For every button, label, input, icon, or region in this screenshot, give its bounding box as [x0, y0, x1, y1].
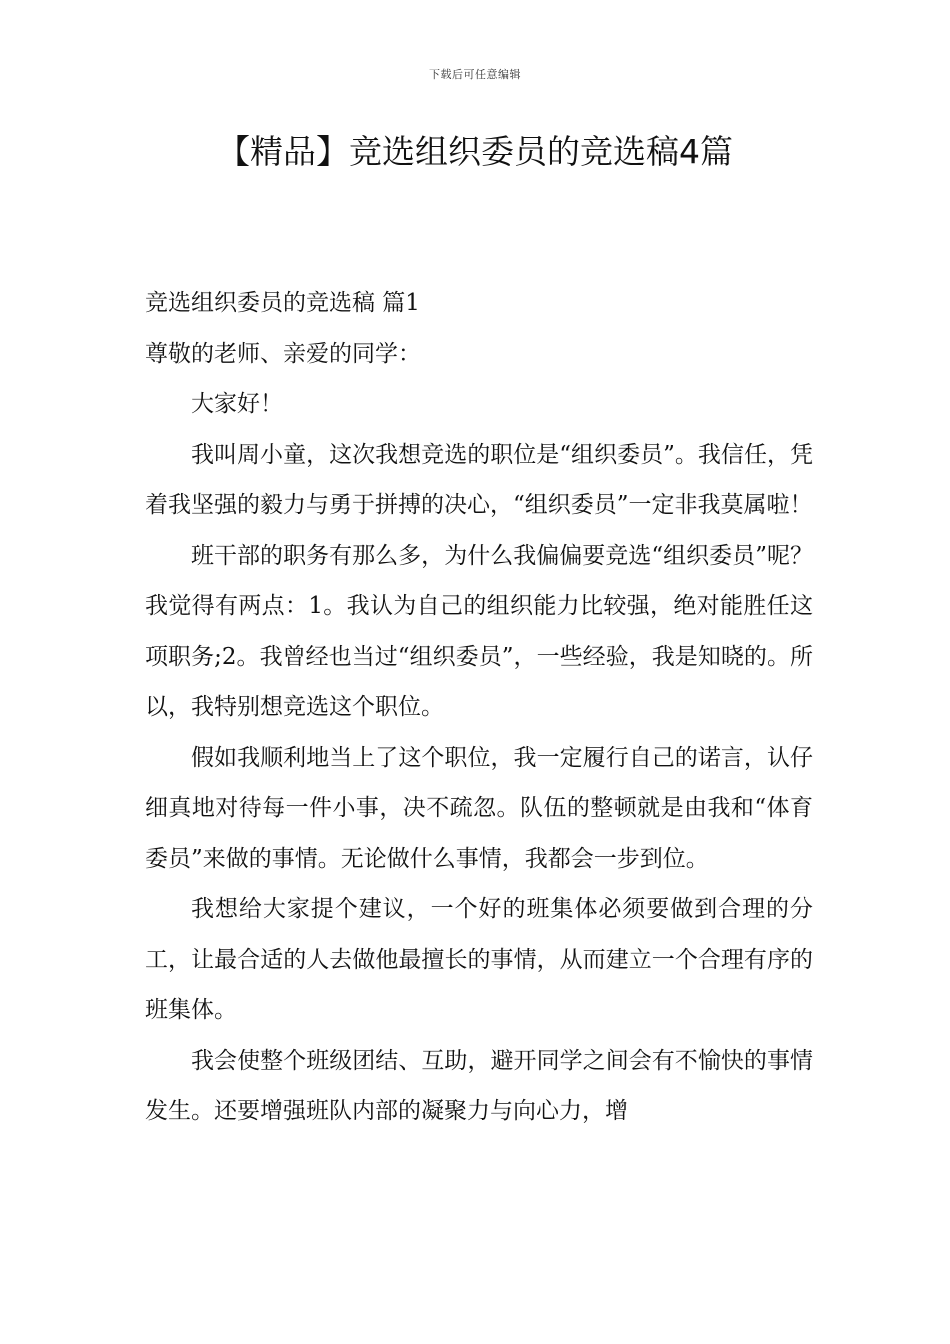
paragraph-suggestion: 我想给大家提个建议，一个好的班集体必须要做到合理的分工，让最合适的人去做他最擅长的事情，从而建立一个合理有序的班集体。: [145, 896, 813, 1023]
document-title: 【精品】竞选组织委员的竞选稿4篇: [217, 132, 733, 171]
paragraph-greeting: 大家好！: [191, 391, 283, 417]
document-body: [145, 278, 813, 1137]
paragraph-unity: 我会使整个班级团结、互助，避开同学之间会有不愉快的事情发生。还要增强班队内部的凝聚力与向心力，增: [145, 1047, 813, 1124]
paragraph-promise: 假如我顺利地当上了这个职位，我一定履行自己的诺言，认仔细真地对待每一件小事，决不疏忽。队伍的整顿就是由我和“体育委员”来做的事情。无论做什么事情，我都会一步到位。: [145, 744, 813, 872]
paragraph-introduction: 我叫周小童，这次我想竞选的职位是“组织委员”。我信任，凭着我坚强的毅力与勇于拼搏的决心，“组织委员”一定非我莫属啦！: [145, 441, 813, 518]
paragraph-reasons: 班干部的职务有那么多，为什么我偏偏要竞选“组织委员”呢？我觉得有两点：1。我认为自己的组织能力比较强，绝对能胜任这项职务;2。我曾经也当过“组织委员”，一些经验，我是知晓的。所以，我特别想竞选这个职位。: [145, 542, 813, 720]
section-heading: 竞选组织委员的竞选稿 篇1: [145, 290, 420, 316]
header-note: 下载后可任意编辑: [429, 68, 521, 81]
salutation: 尊敬的老师、亲爱的同学：: [145, 340, 421, 367]
